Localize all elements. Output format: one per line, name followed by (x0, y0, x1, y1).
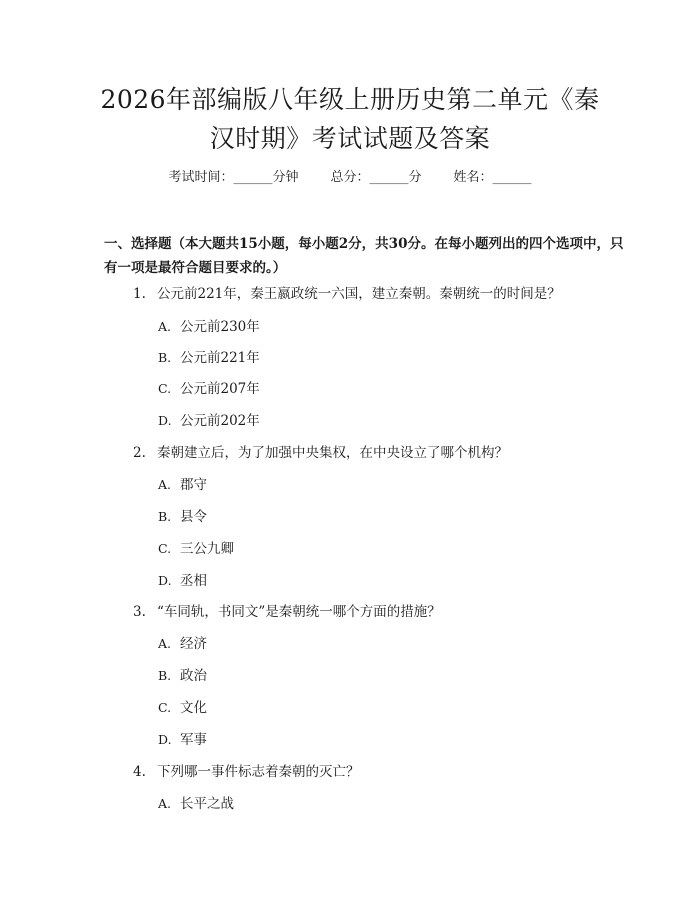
document-title-line-1: 2026年部编版八年级上册历史第二单元《秦 (100, 85, 600, 114)
option-letter: D. (158, 573, 172, 588)
question-number: 2. (133, 445, 146, 461)
student-name: 姓名：______ (453, 170, 532, 185)
option-letter: C. (158, 541, 172, 556)
option-text: 文化 (180, 700, 207, 716)
exam-time: 考试时间：______分钟 (168, 170, 299, 185)
option-1d (158, 409, 260, 429)
option-3d (158, 728, 207, 748)
total-score: 总分：______分 (330, 170, 422, 185)
option-2b (158, 505, 207, 525)
option-letter: B. (158, 668, 172, 683)
option-text: 三公九卿 (180, 541, 234, 557)
section-heading: 一、选择题（本大题共15小题，每小题2分，共30分。在每小题列出的四个选项中，只有一项是最符合题目要求的。） (104, 236, 624, 276)
option-letter: B. (158, 350, 172, 365)
option-text: 县令 (180, 509, 207, 525)
document-title-line-2: 汉时期》考试试题及答案 (209, 124, 491, 153)
option-text: 长平之战 (180, 796, 234, 812)
question-text: “车同轨，书同文”是秦朝统一哪个方面的措施？ (157, 604, 441, 620)
option-letter: C. (158, 700, 172, 715)
option-text: 公元前230年 (180, 319, 260, 335)
option-letter: A. (158, 477, 172, 492)
question-number: 3. (133, 604, 146, 620)
option-2d (158, 569, 207, 589)
option-text: 公元前202年 (180, 413, 260, 429)
question-text: 公元前221年，秦王嬴政统一六国，建立秦朝。秦朝统一的时间是？ (157, 286, 561, 302)
option-1c (158, 377, 260, 397)
option-text: 政治 (180, 668, 207, 684)
option-text: 公元前207年 (180, 381, 260, 397)
question-1 (133, 282, 561, 302)
exam-meta (0, 166, 700, 185)
question-number: 4. (133, 764, 146, 780)
option-text: 公元前221年 (180, 350, 260, 366)
option-2a (158, 473, 207, 493)
question-2 (133, 441, 508, 461)
option-3a (158, 632, 207, 652)
option-letter: A. (158, 319, 172, 334)
option-1b (158, 346, 260, 366)
question-text: 秦朝建立后，为了加强中央集权，在中央设立了哪个机构？ (157, 445, 508, 461)
option-text: 军事 (180, 732, 207, 748)
option-1a (158, 315, 260, 335)
question-number: 1. (133, 286, 146, 302)
option-3b (158, 664, 207, 684)
option-text: 经济 (180, 636, 207, 652)
option-text: 丞相 (180, 573, 207, 589)
option-letter: D. (158, 413, 172, 428)
option-letter: A. (158, 636, 172, 651)
question-4 (133, 760, 360, 780)
option-4a (158, 792, 234, 812)
option-letter: D. (158, 732, 172, 747)
option-2c (158, 537, 234, 557)
option-letter: C. (158, 381, 172, 396)
option-letter: B. (158, 509, 172, 524)
option-letter: A. (158, 796, 172, 811)
question-text: 下列哪一事件标志着秦朝的灭亡？ (157, 764, 360, 780)
option-3c (158, 696, 207, 716)
option-text: 郡守 (180, 477, 207, 493)
question-3 (133, 600, 441, 620)
